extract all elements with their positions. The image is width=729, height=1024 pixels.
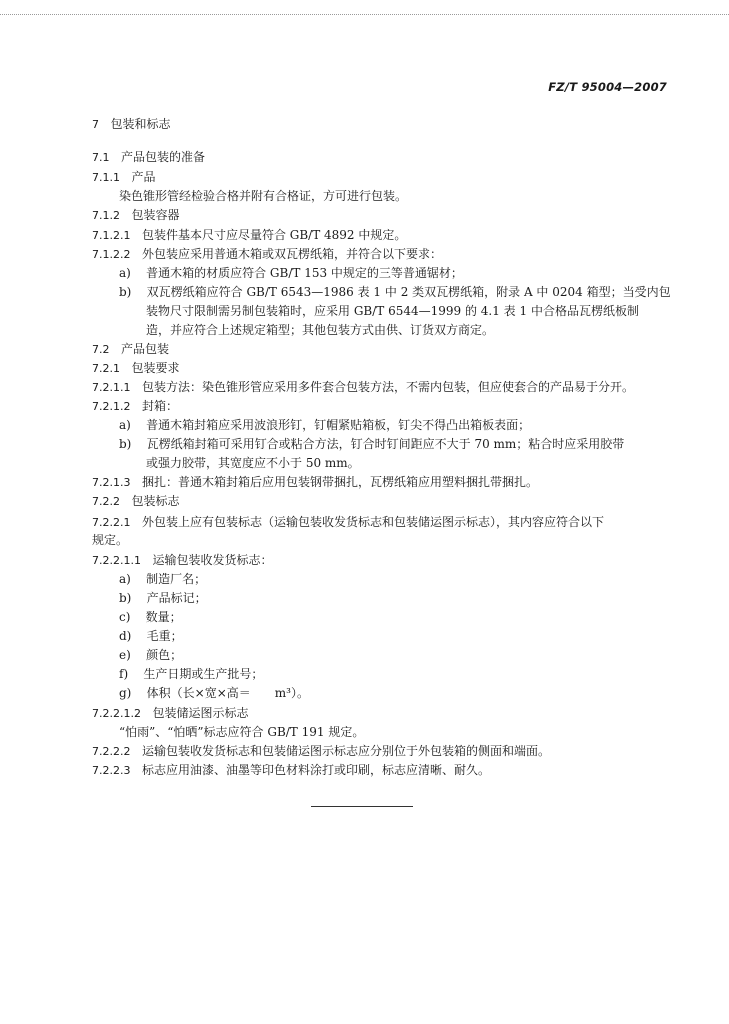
list-text: 瓦楞纸箱封箱可采用钉合或粘合方法，钉合时钉间距应不大于 70 mm；粘合时应采用胶带 — [146, 437, 625, 451]
section-7-2-2-1-2-text: “怕雨”、“怕晒”标志应符合 GB/T 191 规定。 — [119, 725, 365, 739]
section-7-1-2-heading — [92, 208, 179, 223]
list-label: f) — [119, 667, 129, 681]
section-number: 7.2.2.1.1 — [92, 554, 141, 567]
list-item-b-continued: 装物尺寸限制需另制包装箱时，应采用 GB/T 6544—1999 的 4.1 表 1 中合格品瓦楞纸板制 — [146, 304, 639, 318]
list-label: a) — [119, 266, 131, 280]
section-text: 捆扎：普通木箱封箱后应用包装钢带捆扎，瓦楞纸箱应用塑料捆扎带捆扎。 — [141, 475, 538, 489]
section-number: 7.2.2.2 — [92, 745, 131, 758]
list-label: c) — [119, 610, 131, 624]
section-number: 7.1.2.2 — [92, 248, 131, 261]
section-number: 7 — [92, 118, 99, 131]
section-number: 7.2.2.1 — [92, 516, 131, 529]
section-text: 标志应用油漆、油墨等印色材料涂打或印刷，标志应清晰、耐久。 — [141, 763, 490, 777]
section-7-2-2-3 — [92, 763, 490, 778]
list-text: 生产日期或生产批号； — [143, 667, 264, 681]
section-number: 7.2.2.3 — [92, 764, 131, 777]
section-text: 外包装上应有包装标志（运输包装收发货标志和包装储运图示标志），其内容应符合以下 — [141, 515, 604, 529]
list-label: e) — [119, 648, 131, 662]
section-7-heading — [92, 117, 170, 132]
mark-item — [119, 629, 183, 643]
list-label: b) — [119, 437, 132, 451]
section-number: 7.2.1.3 — [92, 476, 131, 489]
section-title: 包装要求 — [131, 361, 180, 375]
mark-item — [119, 610, 182, 624]
end-of-standard-rule — [311, 806, 413, 807]
list-label: b) — [119, 591, 132, 605]
scan-top-edge — [0, 14, 729, 15]
list-item-b — [119, 285, 671, 299]
list-text: 双瓦楞纸箱应符合 GB/T 6543—1986 表 1 中 2 类双瓦楞纸箱，附录 A 中 0204 箱型；当受内包 — [146, 285, 671, 299]
section-number: 7.2.2 — [92, 495, 120, 508]
section-7-1-1-text: 染色锥形管经检验合格并附有合格证，方可进行包装。 — [119, 189, 408, 203]
list-text: 普通木箱封箱应采用波浪形钉，钉帽紧贴箱板，钉尖不得凸出箱板表面； — [146, 418, 531, 432]
mark-item — [119, 648, 182, 662]
section-title: 包装和标志 — [110, 117, 171, 131]
section-7-1-2-2 — [92, 247, 442, 262]
list-text: 颜色； — [146, 648, 183, 662]
section-7-2-1-1 — [92, 380, 634, 395]
list-text: 毛重； — [146, 629, 183, 643]
section-number: 7.1 — [92, 151, 110, 164]
section-text: 包装方法：染色锥形管应采用多件套合包装方法，不需内包装，但应使套合的产品易于分开。 — [141, 380, 634, 394]
section-7-2-1-3 — [92, 475, 538, 490]
section-title: 包装标志 — [131, 494, 180, 508]
section-text: 包装储运图示标志 — [152, 706, 249, 720]
section-text: 包装件基本尺寸应尽量符合 GB/T 4892 中规定。 — [141, 228, 407, 242]
section-title: 产品 — [131, 170, 156, 184]
list-label: g) — [119, 686, 132, 700]
section-title: 包装容器 — [131, 208, 180, 222]
section-title: 产品包装 — [120, 342, 169, 356]
section-7-2-2-1-2 — [92, 706, 248, 721]
section-7-1-2-1 — [92, 228, 406, 243]
list-item-a — [119, 266, 463, 280]
mark-item — [119, 686, 309, 700]
section-number: 7.2.1 — [92, 362, 120, 375]
section-number: 7.2.1.2 — [92, 400, 131, 413]
section-number: 7.2 — [92, 343, 110, 356]
section-text: 封箱： — [141, 399, 178, 413]
list-label: b) — [119, 285, 132, 299]
section-number: 7.2.2.1.2 — [92, 707, 141, 720]
section-7-1-heading — [92, 150, 205, 165]
section-7-2-2-1 — [92, 515, 604, 530]
mark-item — [119, 591, 207, 605]
section-number: 7.1.2.1 — [92, 229, 131, 242]
list-item-b-continued: 或强力胶带，其宽度应不小于 50 mm。 — [146, 456, 360, 470]
list-item-b-continued: 造，并应符合上述规定箱型；其他包装方式由供、订货双方商定。 — [146, 323, 495, 337]
list-item-b — [119, 437, 624, 451]
section-7-2-2-heading — [92, 494, 179, 509]
section-text: 运输包装收发货标志和包装储运图示标志应分别位于外包装箱的侧面和端面。 — [141, 744, 550, 758]
section-7-2-2-2 — [92, 744, 550, 759]
section-7-2-1-2 — [92, 399, 178, 414]
section-text: 外包装应采用普通木箱或双瓦楞纸箱，并符合以下要求： — [141, 247, 442, 261]
list-text: 普通木箱的材质应符合 GB/T 153 中规定的三等普通锯材； — [146, 266, 463, 280]
section-number: 7.1.1 — [92, 171, 120, 184]
section-text: 运输包装收发货标志： — [152, 553, 273, 567]
section-7-2-2-1-continued: 规定。 — [92, 533, 129, 547]
section-number: 7.1.2 — [92, 209, 120, 222]
section-7-1-1-heading — [92, 170, 155, 185]
list-item-a — [119, 418, 530, 432]
list-text: 体积（长×宽×高＝ m³）。 — [146, 686, 309, 700]
section-title: 产品包装的准备 — [120, 150, 205, 164]
list-text: 产品标记； — [146, 591, 207, 605]
section-7-2-1-heading — [92, 361, 179, 376]
section-7-2-2-1-1 — [92, 553, 272, 568]
list-label: d) — [119, 629, 132, 643]
list-text: 数量； — [145, 610, 182, 624]
list-label: a) — [119, 418, 131, 432]
standard-number: FZ/T 95004—2007 — [548, 80, 667, 94]
section-7-2-heading — [92, 342, 169, 357]
list-text: 制造厂名； — [146, 572, 207, 586]
section-number: 7.2.1.1 — [92, 381, 131, 394]
mark-item — [119, 572, 206, 586]
mark-item — [119, 667, 263, 681]
list-label: a) — [119, 572, 131, 586]
